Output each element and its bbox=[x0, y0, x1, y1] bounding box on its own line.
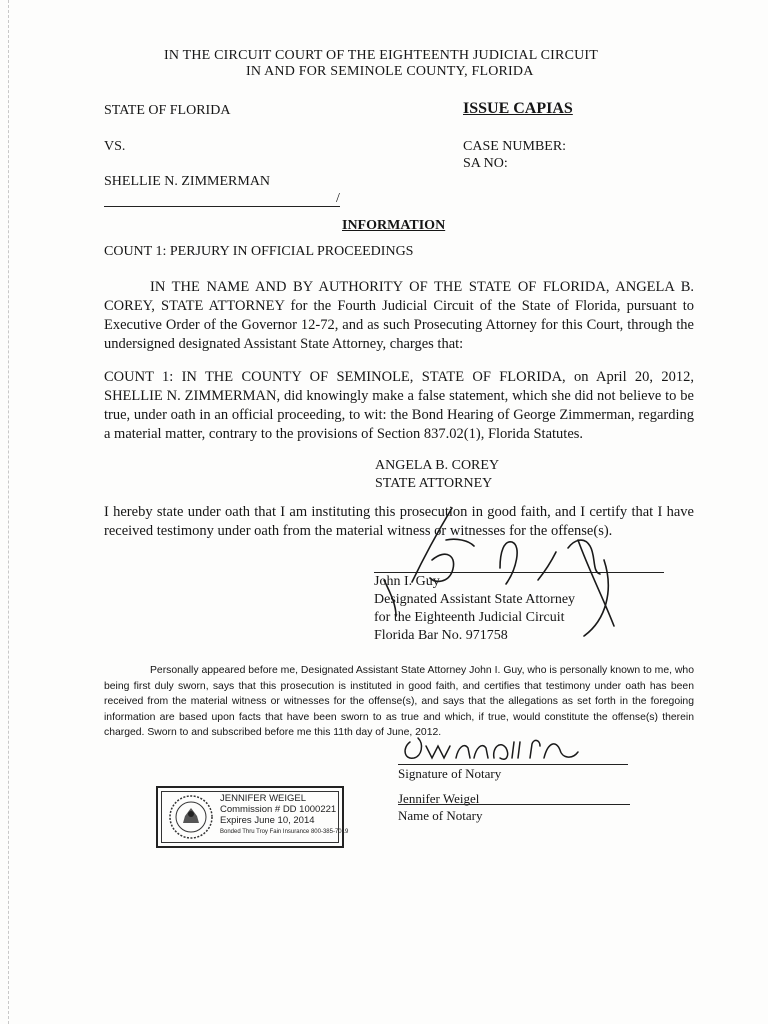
assistant-name: John I. Guy bbox=[374, 574, 440, 589]
issue-capias-heading: ISSUE CAPIAS bbox=[463, 100, 573, 117]
assistant-circuit: for the Eighteenth Judicial Circuit bbox=[374, 610, 565, 625]
information-heading: INFORMATION bbox=[342, 218, 446, 233]
assistant-title: Designated Assistant State Attorney bbox=[374, 592, 576, 607]
count-paragraph: COUNT 1: IN THE COUNTY OF SEMINOLE, STATE OF FLORIDA, on April 20, 2012, SHELLIE N. ZIMMERMAN, did knowingly make a false statement, which she did not believe to be true, under oath in an official proceeding, to wit: the Bond Hearing of George Zimmerman, regarding a material matter, contrary to the provisions of Section 837.02(1), Florida Statutes. bbox=[104, 369, 694, 442]
stamp-bonded: Bonded Thru Troy Fain Insurance 800-385-7019 bbox=[220, 829, 349, 835]
court-title-line1: IN THE CIRCUIT COURT OF THE EIGHTEENTH JUDICIAL CIRCUIT bbox=[164, 48, 599, 63]
case-number-label: CASE NUMBER: bbox=[463, 139, 567, 154]
versus: VS. bbox=[104, 139, 126, 154]
plaintiff: STATE OF FLORIDA bbox=[104, 103, 231, 118]
state-attorney-title: STATE ATTORNEY bbox=[375, 476, 493, 491]
notary-signature bbox=[405, 738, 578, 759]
state-attorney-name: ANGELA B. COREY bbox=[375, 458, 500, 473]
sa-no-label: SA NO: bbox=[463, 156, 508, 171]
intro-paragraph: IN THE NAME AND BY AUTHORITY OF THE STATE OF FLORIDA, ANGELA B. COREY, STATE ATTORNEY for the Fourth Judicial Circuit of the State of Florida, pursuant to Executive Order of the Governor 12-72, and as such Prosecuting Attorney for this Court, through the undersigned designated Assistant State Attorney, charges that: bbox=[104, 279, 694, 352]
oath-paragraph: I hereby state under oath that I am instituting this prosecution in good faith, and I certify that I have received testimony under oath from the material witness or witnesses for the offense(s). bbox=[104, 504, 694, 539]
caption-slash: / bbox=[336, 191, 340, 206]
notary-signature-label: Signature of Notary bbox=[398, 766, 502, 781]
court-title-line2: IN AND FOR SEMINOLE COUNTY, FLORIDA bbox=[246, 64, 534, 79]
stamp-expires: Expires June 10, 2014 bbox=[220, 815, 315, 826]
assistant-signature bbox=[384, 508, 614, 636]
stamp-name: JENNIFER WEIGEL bbox=[220, 793, 307, 804]
notary-printed-name: Jennifer Weigel bbox=[398, 791, 480, 806]
notary-paragraph: Personally appeared before me, Designated Assistant State Attorney John I. Guy, who is personally known to me, who being first duly sworn, says that this prosecution is instituted in good faith, and certifies that testimony under oath has been received from the material witness or witnesses for the offense(s), and says that the allegations as set forth in the foregoing information are based upon facts that have been sworn to as true and which, if true, would constitute the offense(s) therein charged. Sworn to and subscribed before me this 11th day of June, 2012. bbox=[104, 665, 694, 738]
assistant-bar-number: Florida Bar No. 971758 bbox=[374, 628, 508, 643]
stamp-commission: Commission # DD 1000221 bbox=[220, 804, 337, 815]
notary-name-label: Name of Notary bbox=[398, 808, 483, 823]
defendant: SHELLIE N. ZIMMERMAN bbox=[104, 174, 271, 189]
count-heading: COUNT 1: PERJURY IN OFFICIAL PROCEEDINGS bbox=[104, 244, 414, 259]
